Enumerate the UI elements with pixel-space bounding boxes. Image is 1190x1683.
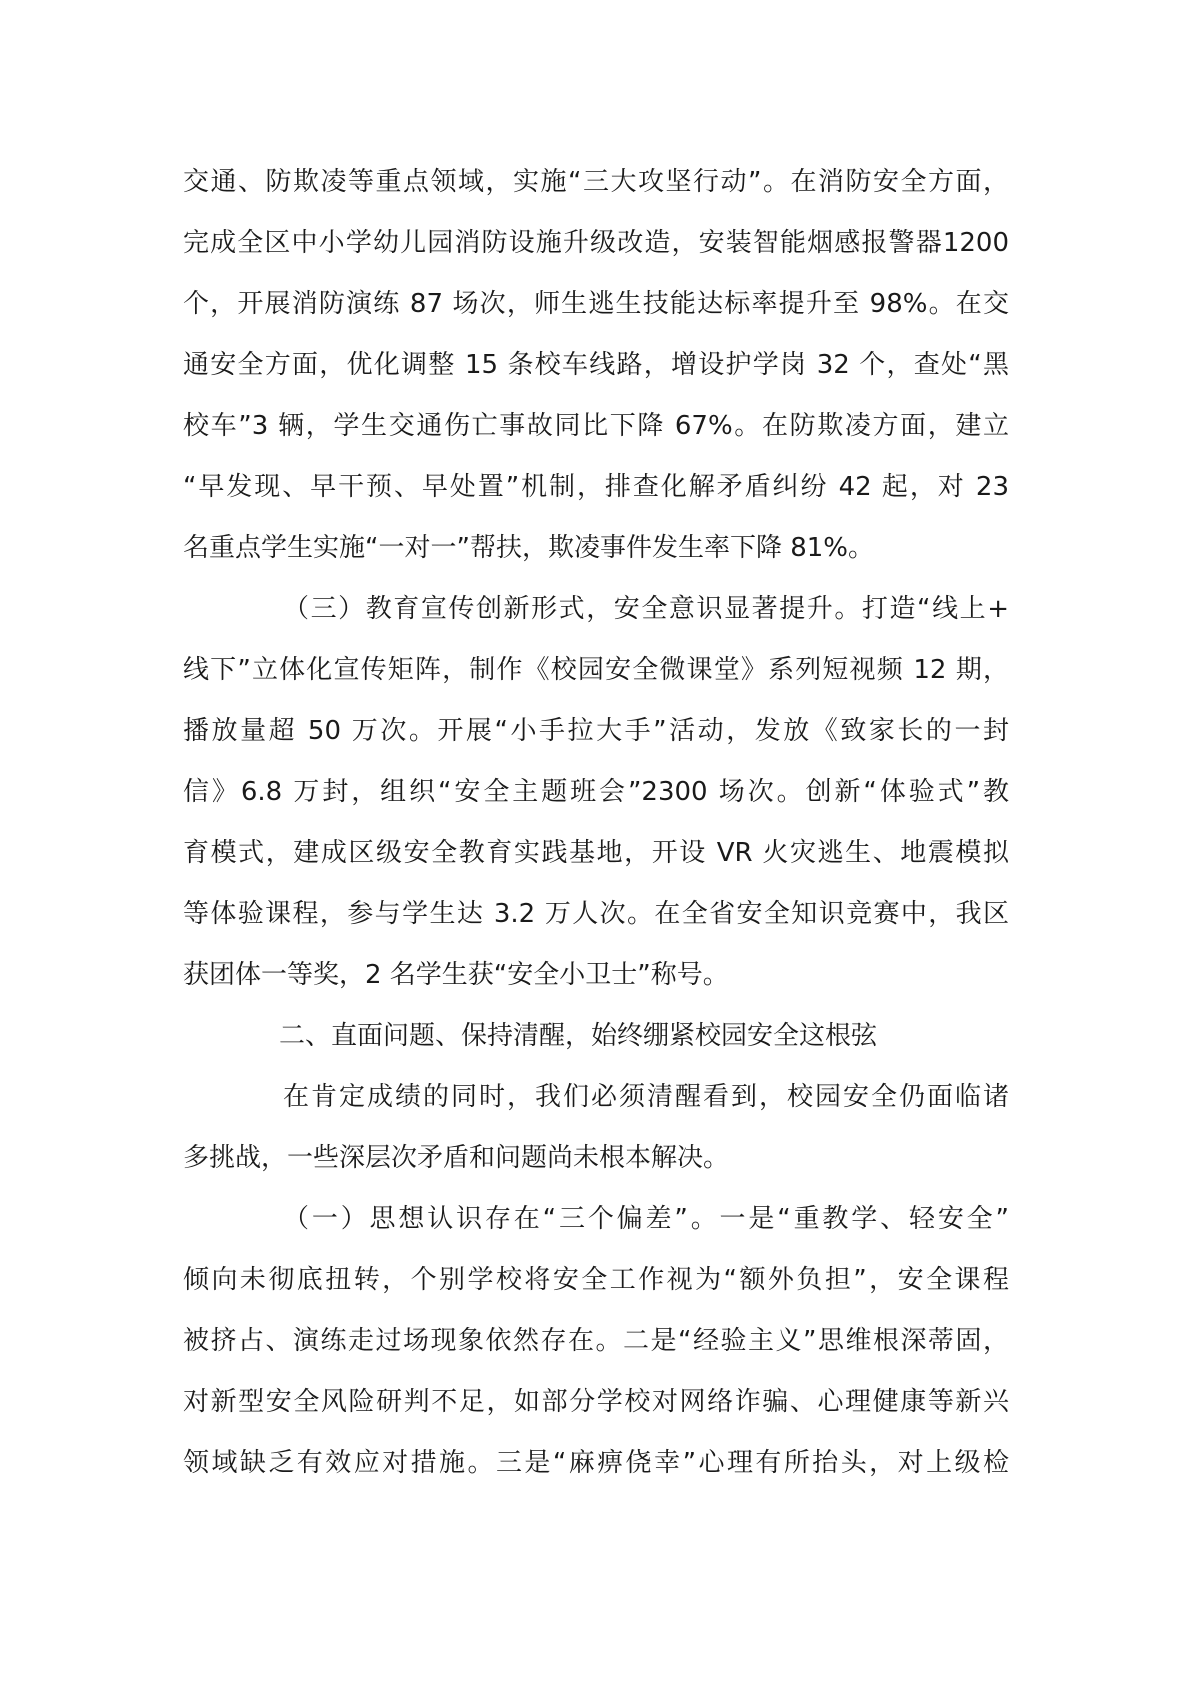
text-line: 被挤占、演练走过场现象依然存在。二是“经验主义”思维根深蒂固，	[183, 1326, 1009, 1356]
text-line: “早发现、早干预、早处置”机制，排查化解矛盾纠纷 42 起，对 23	[183, 472, 1009, 502]
text-line: 信》6.8 万封，组织“安全主题班会”2300 场次。创新“体验式”教	[183, 777, 1009, 807]
text-line: 获团体一等奖，2 名学生获“安全小卫士”称号。	[183, 960, 729, 990]
section-heading: 二、直面问题、保持清醒，始终绷紧校园安全这根弦	[279, 1021, 878, 1051]
text-line: 等体验课程，参与学生达 3.2 万人次。在全省安全知识竞赛中，我区	[183, 899, 1009, 929]
text-line: 倾向未彻底扭转，个别学校将安全工作视为“额外负担”，安全课程	[183, 1265, 1009, 1295]
text-line: 线下”立体化宣传矩阵，制作《校园安全微课堂》系列短视频 12 期，	[183, 655, 1009, 685]
document-body	[183, 152, 1009, 1494]
text-line: 在肯定成绩的同时，我们必须清醒看到，校园安全仍面临诸	[283, 1082, 1009, 1112]
text-line: 育模式，建成区级安全教育实践基地，开设 VR 火灾逃生、地震模拟	[183, 838, 1009, 868]
text-line: （三）教育宣传创新形式，安全意识显著提升。打造“线上+	[283, 594, 1009, 624]
text-line: 完成全区中小学幼儿园消防设施升级改造，安装智能烟感报警器1200	[183, 228, 1009, 258]
text-line: 多挑战，一些深层次矛盾和问题尚未根本解决。	[183, 1143, 730, 1173]
text-line: 通安全方面，优化调整 15 条校车线路，增设护学岗 32 个，查处“黑	[183, 350, 1009, 380]
text-line: 对新型安全风险研判不足，如部分学校对网络诈骗、心理健康等新兴	[183, 1387, 1009, 1417]
text-line: 个，开展消防演练 87 场次，师生逃生技能达标率提升至 98%。在交	[183, 289, 1009, 319]
text-line: 交通、防欺凌等重点领域，实施“三大攻坚行动”。在消防安全方面，	[183, 167, 1009, 197]
text-line: （一）思想认识存在“三个偏差”。一是“重教学、轻安全”	[283, 1204, 1009, 1234]
text-line: 名重点学生实施“一对一”帮扶，欺凌事件发生率下降 81%。	[183, 533, 874, 563]
text-line: 领域缺乏有效应对措施。三是“麻痹侥幸”心理有所抬头，对上级检	[183, 1448, 1009, 1478]
text-line: 校车”3 辆，学生交通伤亡事故同比下降 67%。在防欺凌方面，建立	[183, 411, 1009, 441]
text-line: 播放量超 50 万次。开展“小手拉大手”活动，发放《致家长的一封	[183, 716, 1009, 746]
